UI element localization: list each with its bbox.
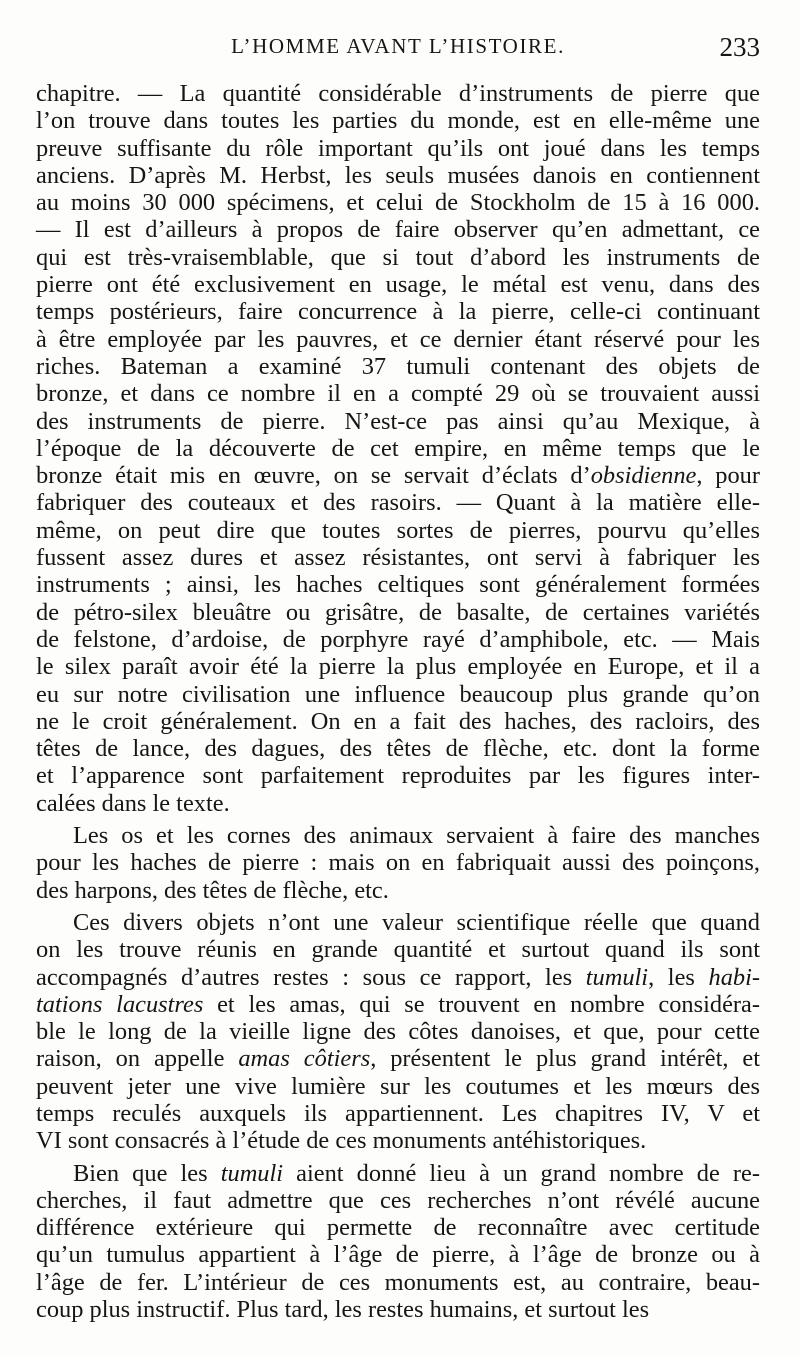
text-line: Les os et les cornes des animaux servaient à faire des manches (73, 822, 760, 850)
paragraph (36, 822, 760, 904)
text-line: raison, on appelle amas côtiers, présentent le plus grand intérêt, et (36, 1045, 760, 1073)
text-line: — Il est d’ailleurs à propos de faire observer qu’en admettant, ce (36, 216, 760, 244)
text-line: bronze était mis en œuvre, on se servait d’éclats d’obsidienne, pour (36, 462, 760, 490)
text-line: à être employée par les pauvres, et ce dernier étant réservé pour les (36, 325, 760, 353)
running-title: L’HOMME AVANT L’HISTOIRE. (231, 34, 565, 58)
text-line: l’époque de la découverte de cet empire, en même temps que le (36, 434, 760, 462)
text-line: eu sur notre civilisation une influence beaucoup plus grande qu’on (36, 680, 760, 708)
text-line: différence extérieure qui permette de reconnaître avec certitude (36, 1214, 760, 1242)
text-line: cherches, il faut admettre que ces recherches n’ont révélé aucune (36, 1186, 760, 1214)
text-line: calées dans le texte. (36, 789, 230, 817)
text-line: des instruments de pierre. N’est-ce pas ainsi qu’au Mexique, à (36, 407, 760, 435)
text-line: Ces divers objets n’ont une valeur scientifique réelle que quand (73, 908, 760, 936)
text-line: Bien que les tumuli aient donné lieu à un grand nombre de re- (73, 1159, 760, 1187)
text-line: au moins 30 000 spécimens, et celui de Stockholm de 15 à 16 000. (36, 189, 760, 217)
text-line: temps postérieurs, faire concurrence à la pierre, celle-ci continuant (36, 298, 760, 326)
text-line: anciens. D’après M. Herbst, les seuls musées danois en contiennent (36, 161, 760, 189)
text-line: tations lacustres et les amas, qui se trouvent en nombre considéra- (36, 990, 760, 1018)
text-line: peuvent jeter une vive lumière sur les coutumes et les mœurs des (36, 1072, 760, 1100)
paragraph (36, 80, 760, 817)
paragraph (36, 1160, 760, 1324)
text-line: preuve suffisante du rôle important qu’ils ont joué dans les temps (36, 134, 760, 162)
text-line: de pétro-silex bleuâtre ou grisâtre, de basalte, de certaines variétés (36, 598, 760, 626)
text-line: qu’un tumulus appartient à l’âge de pierre, à l’âge de bronze ou à (36, 1241, 760, 1269)
text-line: têtes de lance, des dagues, des têtes de flèche, etc. dont la forme (36, 735, 760, 763)
text-line: fussent assez dures et assez résistantes, ont servi à fabriquer les (36, 544, 760, 572)
text-line: et l’apparence sont parfaitement reproduites par les figures inter- (36, 762, 760, 790)
text-line: riches. Bateman a examiné 37 tumuli contenant des objets de (36, 352, 760, 380)
text-line: l’âge de fer. L’intérieur de ces monuments est, au contraire, beau- (36, 1268, 760, 1296)
text-line: ble le long de la vieille ligne des côtes danoises, et que, pour cette (36, 1018, 760, 1046)
text-line: pour les haches de pierre : mais on en fabriquait aussi des poinçons, (36, 849, 760, 877)
text-line: accompagnés d’autres restes : sous ce rapport, les tumuli, les habi- (36, 963, 760, 991)
text-line: ne le croit généralement. On en a fait des haches, des racloirs, des (36, 707, 760, 735)
text-line: qui est très-vraisemblable, que si tout d’abord les instruments de (36, 243, 760, 271)
text-line: l’on trouve dans toutes les parties du monde, est en elle-même une (36, 107, 760, 135)
text-line: temps reculés auxquels ils appartiennent. Les chapitres IV, V et (36, 1099, 760, 1127)
text-line: instruments ; ainsi, les haches celtiques sont généralement formées (36, 571, 760, 599)
page-number: 233 (719, 32, 760, 62)
paragraph (36, 909, 760, 1155)
text-line: chapitre. — La quantité considérable d’instruments de pierre que (36, 80, 760, 107)
text-line: bronze, et dans ce nombre il en a compté 29 où se trouvaient aussi (36, 380, 760, 408)
text-line: de felstone, d’ardoise, de porphyre rayé d’amphibole, etc. — Mais (36, 625, 760, 653)
text-line: fabriquer des couteaux et des rasoirs. — Quant à la matière elle- (36, 489, 760, 517)
page-header (36, 34, 760, 66)
text-line: le silex paraît avoir été la pierre la plus employée en Europe, et il a (36, 653, 760, 681)
text-line: VI sont consacrés à l’étude de ces monuments antéhistoriques. (36, 1127, 647, 1155)
text-line: des harpons, des têtes de flèche, etc. (36, 876, 389, 904)
body-text (36, 80, 760, 1323)
text-line: même, on peut dire que toutes sortes de pierres, pourvu qu’elles (36, 516, 760, 544)
text-line: pierre ont été exclusivement en usage, le métal est venu, dans des (36, 271, 760, 299)
text-line: on les trouve réunis en grande quantité et surtout quand ils sont (36, 936, 760, 964)
text-line: coup plus instructif. Plus tard, les restes humains, et surtout les (36, 1296, 650, 1324)
